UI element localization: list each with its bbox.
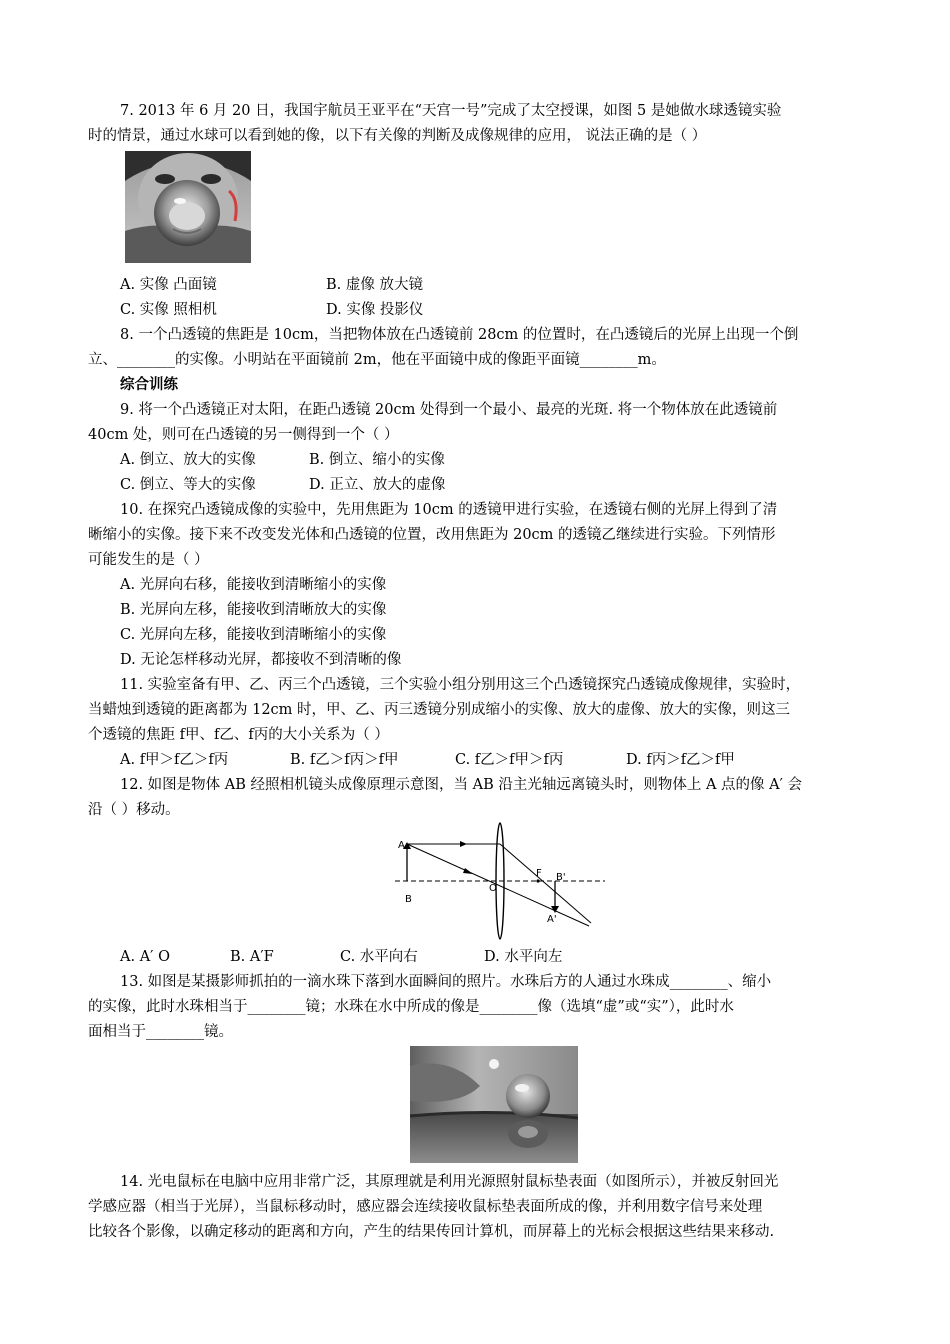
q14-line-3: 比较各个影像，以确定移动的距离和方向，产生的结果传回计算机，而屏幕上的光标会根据这些结果来移动. — [88, 1224, 775, 1240]
q12-lens-diagram — [393, 822, 608, 940]
section-title: 综合训练 — [120, 377, 178, 393]
q12-option-a: A. A′ O — [120, 949, 170, 965]
q10-line-2: 晰缩小的实像。接下来不改变发光体和凸透镜的位置，改用焦距为 20cm 的透镜乙继续进行实验。下列情形 — [88, 527, 776, 543]
q11-option-c: C. f乙＞f甲＞f丙 — [455, 752, 564, 768]
q8-line-2: 立、________的实像。小明站在平面镜前 2m，他在平面镜中成的像距平面镜________m。 — [88, 352, 666, 368]
q10-option-b: B. 光屏向左移，能接收到清晰放大的实像 — [120, 602, 387, 618]
q8-line-1: 8. 一个凸透镜的焦距是 10cm，当把物体放在凸透镜前 28cm 的位置时，在凸透镜后的光屏上出现一个倒 — [120, 327, 799, 343]
label-o: O — [489, 883, 497, 894]
q13-line-3: 面相当于________镜。 — [88, 1024, 233, 1040]
q10-line-1: 10. 在探究凸透镜成像的实验中，先用焦距为 10cm 的透镜甲进行实验，在透镜右侧的光屏上得到了清 — [120, 502, 778, 518]
ray-through-focus — [500, 844, 591, 923]
q11-line-2: 当蜡烛到透镜的距离都为 12cm 时，甲、乙、丙三透镜分别成缩小的实像、放大的虚像、放大的实像，则这三 — [88, 702, 791, 718]
q7-option-a: A. 实像 凸面镜 — [120, 277, 217, 293]
q11-option-d: D. f丙＞f乙＞f甲 — [626, 752, 735, 768]
q9-option-d: D. 正立、放大的虚像 — [309, 477, 446, 493]
q9-option-c: C. 倒立、等大的实像 — [120, 477, 256, 493]
q10-line-3: 可能发生的是（ ） — [88, 552, 209, 568]
label-b-prime: B' — [556, 872, 566, 883]
label-a: A — [398, 840, 405, 851]
label-b: B — [405, 894, 412, 905]
q11-line-1: 11. 实验室备有甲、乙、丙三个凸透镜，三个实验小组分别用这三个凸透镜探究凸透镜成像规律，实验时， — [120, 677, 801, 693]
q13-line-1: 13. 如图是某摄影师抓拍的一滴水珠下落到水面瞬间的照片。水珠后方的人通过水珠成________、缩小 — [120, 974, 772, 990]
q14-line-1: 14. 光电鼠标在电脑中应用非常广泛，其原理就是利用光源照射鼠标垫表面（如图所示），并被反射回光 — [120, 1174, 779, 1190]
ray-arrow-2 — [463, 868, 473, 874]
q9-line-1: 9. 将一个凸透镜正对太阳，在距凸透镜 20cm 处得到一个最小、最亮的光斑. 将一个物体放在此透镜前 — [120, 402, 778, 418]
focus-point — [536, 879, 539, 882]
q12-option-d: D. 水平向左 — [484, 949, 563, 965]
q9-option-a: A. 倒立、放大的实像 — [120, 452, 256, 468]
q11-line-3: 个透镜的焦距 f甲、f乙、f丙的大小关系为（ ） — [88, 727, 389, 743]
label-a-prime: A' — [547, 914, 557, 925]
q7-line-1: 7. 2013 年 6 月 20 日，我国宇航员王亚平在“天宫一号”完成了太空授课，如图 5 是她做水球透镜实验 — [120, 103, 782, 119]
q7-option-b: B. 虚像 放大镜 — [326, 277, 423, 293]
q11-option-b: B. f乙＞f丙＞f甲 — [290, 752, 399, 768]
q9-line-2: 40cm 处，则可在凸透镜的另一侧得到一个（ ） — [88, 427, 399, 443]
q13-water-drop-photo — [410, 1046, 578, 1163]
q10-option-c: C. 光屏向左移，能接收到清晰缩小的实像 — [120, 627, 387, 643]
ray-arrow-1 — [460, 841, 467, 847]
label-f: F — [536, 868, 542, 879]
ray-through-center — [407, 844, 589, 926]
q7-line-2: 时的情景，通过水球可以看到她的像，以下有关像的判断及成像规律的应用， 说法正确的是（ ） — [88, 128, 707, 144]
q7-option-d: D. 实像 投影仪 — [326, 302, 424, 318]
q7-option-c: C. 实像 照相机 — [120, 302, 217, 318]
q14-line-2: 学感应器（相当于光屏），当鼠标移动时，感应器会连续接收鼠标垫表面所成的像，并利用数字信号来处理 — [88, 1199, 763, 1215]
q9-option-b: B. 倒立、缩小的实像 — [309, 452, 445, 468]
q12-line-2: 沿（ ）移动。 — [88, 802, 180, 818]
q12-option-b: B. A′F — [230, 949, 274, 965]
q13-line-2: 的实像，此时水珠相当于________镜；水珠在水中所成的像是________像（选填“虚”或“实”），此时水 — [88, 999, 734, 1015]
q12-option-c: C. 水平向右 — [340, 949, 418, 965]
q12-line-1: 12. 如图是物体 AB 经照相机镜头成像原理示意图，当 AB 沿主光轴远离镜头时，则物体上 A 点的像 A′ 会 — [120, 777, 803, 793]
q11-option-a: A. f甲＞f乙＞f丙 — [120, 752, 229, 768]
q10-option-d: D. 无论怎样移动光屏，都接收不到清晰的像 — [120, 652, 402, 668]
q7-water-ball-photo — [125, 151, 251, 263]
q10-option-a: A. 光屏向右移，能接收到清晰缩小的实像 — [120, 577, 387, 593]
